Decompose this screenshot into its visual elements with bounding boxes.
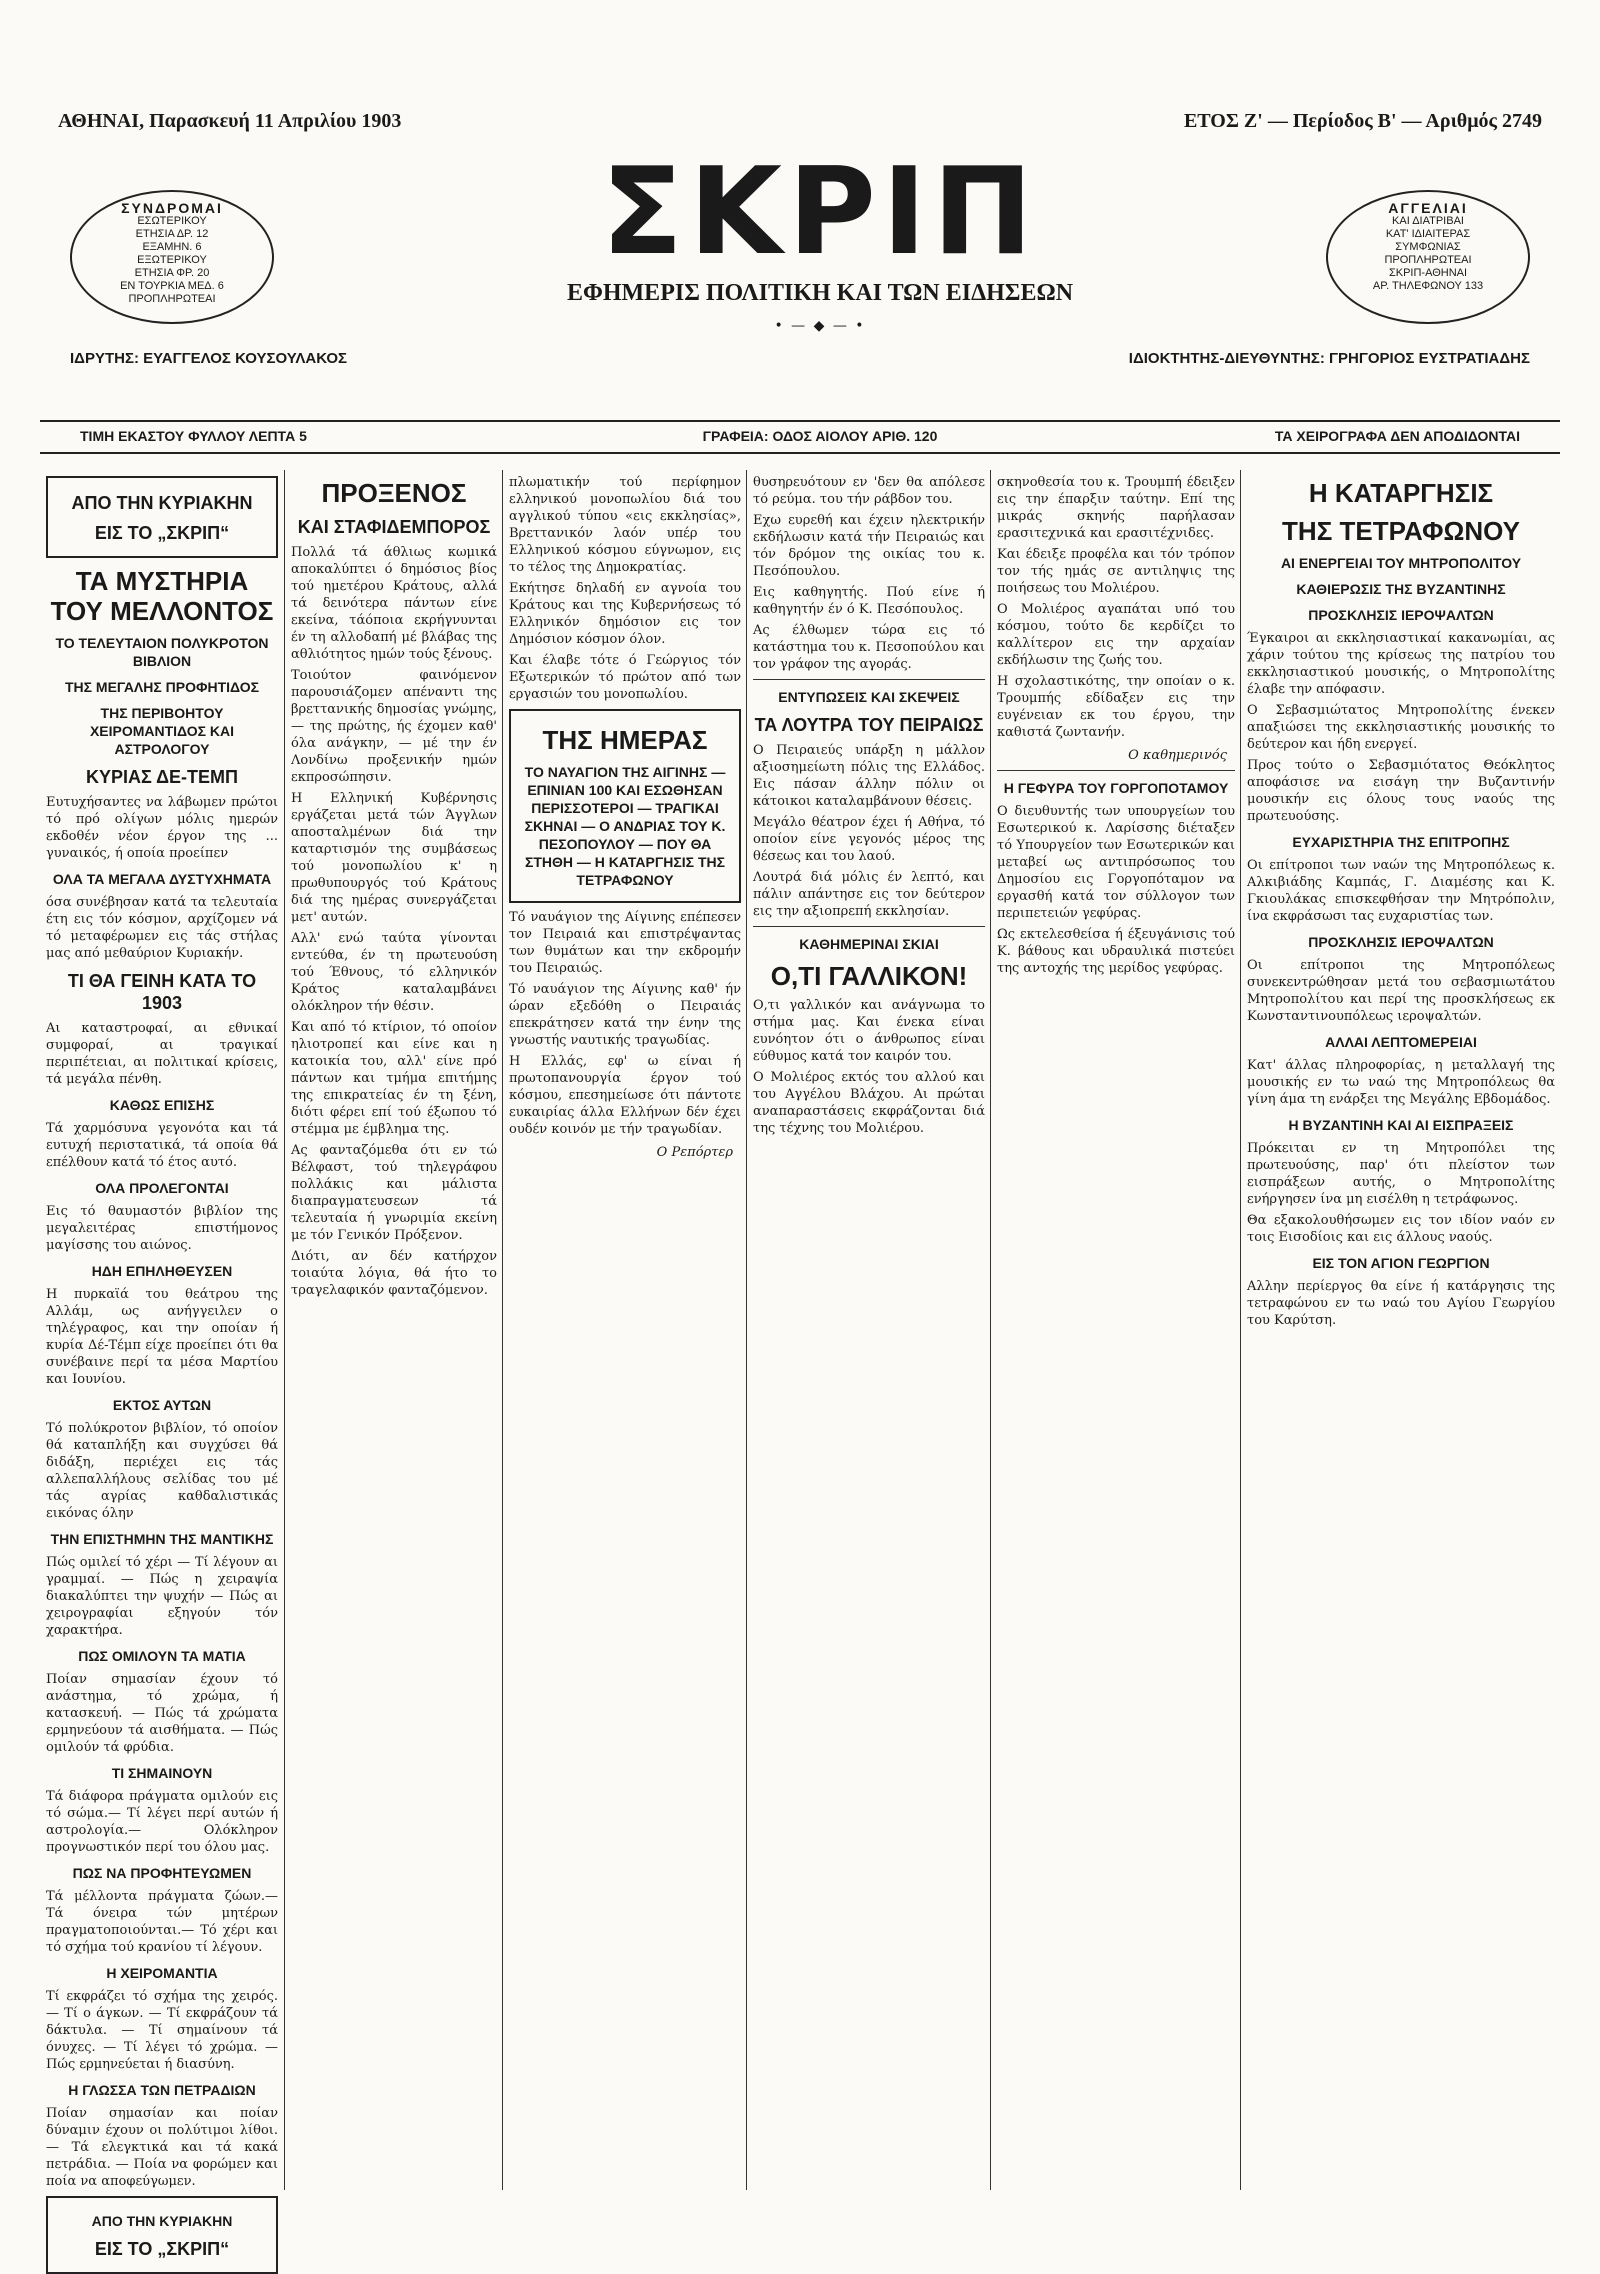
- subhead: ΗΔΗ ΕΠΗΛΗΘΕΥΣΕΝ: [91, 1263, 233, 1279]
- subhead: ΠΩΣ ΝΑ ΠΡΟΦΗΤΕΥΩΜΕΝ: [72, 1865, 252, 1881]
- column-3: [502, 470, 747, 2190]
- paragraph: Οι επίτροποι των ναών της Μητροπόλεως κ. Αλκιβιάδης Καμπάς, Γ. Διαμέσης και Κ. Γκιουλάκας επισκεφθήσαν την Μητρόπολιν, ίνα εκφράσωσι τας ευχαριστίας των.: [1247, 858, 1555, 924]
- section-head: ΚΑΘΗΜΕΡΙΝΑΙ ΣΚΙΑΙ: [799, 936, 939, 952]
- dateline: [58, 110, 1542, 138]
- headline: ΤΗΣ ΗΜΕΡΑΣ: [542, 725, 708, 755]
- subscription-line: ΕΤΗΣΙΑ ΔΡ. 12: [135, 228, 209, 240]
- subhead: ΤΟ ΝΑΥΑΓΙΟΝ ΤΗΣ ΑΙΓΙΝΗΣ — ΕΠΙΝΙΑΝ 100 ΚΑΙ ΕΣΩΘΗΣΑΝ ΠΕΡΙΣΣΟΤΕΡΟΙ — ΤΡΑΓΙΚΑΙ ΣΚΗΝΑΙ — Ο ΑΝΔΡΙΑΣ ΤΟΥ Κ. ΠΕΣΟΠΟΥΛΟΥ — ΠΟΥ ΘΑ ΣΤΗΘΗ — Η ΚΑΤΑΡΓΗΣΙΣ ΤΗΣ ΤΕΤΡΑΦΩΝΟΥ: [524, 764, 726, 888]
- ads-line: ΠΡΟΠΛΗΡΩΤΕΑΙ: [1384, 254, 1472, 266]
- column-1: [40, 470, 284, 2259]
- subhead: ΟΛΑ ΤΑ ΜΕΓΑΛΑ ΔΥΣΤΥΧΗΜΑΤΑ: [52, 871, 272, 887]
- newspaper-page: [40, 60, 1560, 2259]
- subhead: ΤΗΝ ΕΠΙΣΤΗΜΗΝ ΤΗΣ ΜΑΝΤΙΚΗΣ: [50, 1531, 274, 1547]
- paragraph: Οι επίτροποι της Μητροπόλεως συνεκεντρώθησαν μετά του σεβασμιωτάτου Μητροπολίτου και περί της προσκλήσεως εκ Κωνσταντινουπόλεως ιεροψαλτών.: [1247, 958, 1555, 1024]
- paragraph: Τά χαρμόσυνα γεγονότα και τά ευτυχή περιστατικά, τά οποία θά επέλθουν κατά τό έτος αυτό.: [46, 1121, 278, 1170]
- paragraph: Αλλ' ενώ ταύτα γίνονται εντεύθα, έν τη πρωτευούση τού Έθνους, τό ελληνικόν Κράτος καταλαμβάνει ολόκληρον τήν θέσιν.: [291, 931, 497, 1014]
- paragraph: Μεγάλο θέατρον έχει ή Αθήνα, τό οποίον είνε γεγονός μέρος της θέσεως και του λαού.: [753, 815, 985, 864]
- subhead: ΤΗΣ ΠΕΡΙΒΟΗΤΟΥ ΧΕΙΡΟΜΑΝΤΙΔΟΣ ΚΑΙ ΑΣΤΡΟΛΟΓΟΥ: [89, 705, 235, 757]
- subscription-line: ΕΞΑΜΗΝ. 6: [142, 241, 202, 253]
- column-2: [284, 470, 503, 2190]
- news-of-the-day-box: [509, 709, 741, 903]
- subhead: ΤΟ ΤΕΛΕΥΤΑΙΟΝ ΠΟΛΥΚΡΟΤΟΝ ΒΙΒΛΙΟΝ: [55, 635, 269, 669]
- paragraph: Τά διάφορα πράγματα ομιλούν εις τό σώμα.— Τί λέγει περί αυτών ή αστρολογία.— Ολόκληρον προγνωστικόν περί του όλου μας.: [46, 1789, 278, 1855]
- headline: Η ΚΑΤΑΡΓΗΣΙΣ: [1308, 478, 1494, 508]
- paragraph: Ποίαν σημασίαν έχουν τό ανάστημα, τό χρώμα, ή κατασκευή. — Πώς τά χρώματα ερμηνεύουν τά αισθήματα. — Πώς ομιλούν τά φρύδια.: [46, 1672, 278, 1755]
- paragraph: Και έλαβε τότε ό Γεώργιος τόν Εξωτερικών τό πρώτον από των εργασιών του μονοπωλίου.: [509, 653, 741, 702]
- paragraph: Ο Σεβασμιώτατος Μητροπολίτης ένεκεν απαξιώσει της εκκλησιαστικής μουσικής το δεύτερον και ήδη ενεργεί.: [1247, 703, 1555, 752]
- announcement-box-footer: [46, 2196, 278, 2274]
- ads-line: ΚΑΤ' ΙΔΙΑΙΤΕΡΑΣ: [1385, 228, 1471, 240]
- founder: ΙΔΡΥΤΗΣ: ΕΥΑΓΓΕΛΟΣ ΚΟΥΣΟΥΛΑΚΟΣ: [70, 350, 348, 367]
- subhead: ΤΗΣ ΜΕΓΑΛΗΣ ΠΡΟΦΗΤΙΔΟΣ: [64, 679, 260, 695]
- paragraph: Εις καθηγητής. Πού είνε ή καθηγητήν έν ό Κ. Πεσόπουλος.: [753, 585, 985, 617]
- subhead: ΠΩΣ ΟΜΙΛΟΥΝ ΤΑ ΜΑΤΙΑ: [78, 1648, 246, 1664]
- subhead: Η ΧΕΙΡΟΜΑΝΤΙΑ: [106, 1965, 218, 1981]
- paragraph: Εχω ευρεθή και έχειν ηλεκτρικήν εκδήλωσιν κατά τήν Πειραιώς και τόν δρόμον της οικίας του κ. Πεσόπουλου.: [753, 513, 985, 579]
- masthead: [40, 140, 1560, 380]
- paragraph: Κατ' άλλας πληροφορίας, η μεταλλαγή της μουσικής εν τω ναώ της Μητροπόλεως θα γίνη άμα τη ενάρξει της Μεγάλης Εβδομάδος.: [1247, 1058, 1555, 1107]
- subhead: Η ΒΥΖΑΝΤΙΝΗ ΚΑΙ ΑΙ ΕΙΣΠΡΑΞΕΙΣ: [1288, 1117, 1514, 1133]
- subhead: ΚΑΘΙΕΡΩΣΙΣ ΤΗΣ ΒΥΖΑΝΤΙΝΗΣ: [1296, 581, 1506, 597]
- paragraph: Η Ελλάς, εφ' ω είναι ή πρωτοπανουργία έργον τού κόσμου, επεσημείωσε ότι πάντοτε ευκαιρίας άλλα Ελλήνων δέν έχει ουδέν κοινόν με τήν τραγωδίαν.: [509, 1054, 741, 1137]
- headline: Ο,ΤΙ ΓΑΛΛΙΚΟΝ!: [770, 961, 968, 991]
- subhead: ΤΙ ΘΑ ΓΕΙΝΗ ΚΑΤΑ ΤΟ 1903: [67, 971, 257, 1013]
- subscription-line: ΕΝ ΤΟΥΡΚΙΑ ΜΕΔ. 6: [120, 280, 224, 292]
- info-bar: [40, 420, 1560, 454]
- subhead: ΑΙ ΕΝΕΡΓΕΙΑΙ ΤΟΥ ΜΗΤΡΟΠΟΛΙΤΟΥ: [1280, 555, 1522, 571]
- paragraph: Ο Μολιέρος εκτός του αλλού και του Αγγέλου Βλάχου. Αι πρώται αναπαραστάσεις εκφράζονται διά της τέχνης του Μολιέρου.: [753, 1070, 985, 1136]
- subhead: ΕΥΧΑΡΙΣΤΗΡΙΑ ΤΗΣ ΕΠΙΤΡΟΠΗΣ: [1292, 834, 1510, 850]
- dateline-right: ΕΤΟΣ Ζ' — Περίοδος Β' — Αριθμός 2749: [1183, 110, 1542, 132]
- ornament-divider: • — ◆ — •: [774, 318, 866, 334]
- paragraph: Εκήτησε δηλαδή εν αγνοία του Κράτους και της Κυβερνήσεως τό Ελληνικόν δημόσιον εις τον Δημόσιον κόσμον όλον.: [509, 581, 741, 647]
- paragraph: Πώς ομιλεί τό χέρι — Τί λέγουν αι γραμμαί. — Πώς η χειραψία διακαλύπτει την ψυχήν — Πώς αι χειρογραφίαι εξηγούν τόν χαρακτήρα.: [46, 1555, 278, 1638]
- paragraph: Έγκαιροι αι εκκλησιαστικαί κακανωμίαι, ας χάριν τούτου της κρίσεως της πατρίου του εκκλησιαστικού μουσικής, ο Μητροπολίτης έλαβε την απόφασιν.: [1247, 631, 1555, 697]
- ads-title: ΑΓΓΕΛΙΑΙ: [1388, 200, 1468, 216]
- ads-line: ΣΚΡΙΠ-ΑΘΗΝΑΙ: [1388, 267, 1468, 279]
- price: ΤΙΜΗ ΕΚΑΣΤΟΥ ΦΥΛΛΟΥ ΛΕΠΤΑ 5: [80, 428, 307, 444]
- paragraph: Τό ναυάγιον της Αίγινης καθ' ήν ώραν εξεδόθη ο Πειραιάς επεκράτησεν κατά την ένην της γνωστής ναυτικής τραγωδίας.: [509, 982, 741, 1048]
- subhead: ΚΑΘΩΣ ΕΠΙΣΗΣ: [109, 1097, 215, 1113]
- subscription-line: ΕΤΗΣΙΑ ΦΡ. 20: [134, 267, 210, 279]
- offices: ΓΡΑΦΕΙΑ: ΟΔΟΣ ΑΙΟΛΟΥ ΑΡΙΘ. 120: [702, 428, 938, 444]
- ads-box: [1326, 190, 1530, 324]
- subhead: ΕΙΣ ΤΟΝ ΑΓΙΟΝ ΓΕΩΡΓΙΟΝ: [1312, 1255, 1490, 1271]
- signoff: Ο καθημερινός: [1128, 748, 1227, 763]
- paragraph: Ευτυχήσαντες να λάβωμεν πρώτοι τό πρό ολίγων μόλις ημερών εκδοθέν νέον έργον της ... γυναικός, ή οποία προείπεν: [46, 795, 278, 861]
- paragraph: Πολλά τά άθλιως κωμικά αποκαλύπτει ό δημόσιος βίος τού ημετέρου Κράτους, αλλά τά δεινότερα πάντων είνε εκείνα, τάόποια εκρήγνυνται έν τη αλλοδαπή μέ βλάβας της αθλιότητος ημών τούς ξένους.: [291, 545, 497, 662]
- headline: ΤΗΣ ΤΕΤΡΑΦΩΝΟΥ: [1282, 516, 1520, 546]
- newspaper-subtitle: ΕΦΗΜΕΡΙΣ ΠΟΛΙΤΙΚΗ ΚΑΙ ΤΩΝ ΕΙΔΗΣΕΩΝ: [566, 280, 1074, 306]
- paragraph: σκηνοθεσία του κ. Τρουμπή έδειξεν εις την έπαρξιν ταύτην. Επί της μικράς σκηνής παρήλασαν ερασιτεχνικά και ερασιτέχνιδες.: [997, 475, 1235, 541]
- manuscripts-notice: ΤΑ ΧΕΙΡΟΓΡΑΦΑ ΔΕΝ ΑΠΟΔΙΔΟΝΤΑΙ: [1274, 428, 1520, 444]
- subscription-line: ΕΣΩΤΕΡΙΚΟΥ: [137, 215, 207, 227]
- paragraph: Και έδειξε προφέλα και τόν τρόπον τον τής ημάς σε αντιληψις της ποιήσεως του Μολιέρου.: [997, 547, 1235, 596]
- publisher: ΙΔΙΟΚΤΗΤΗΣ-ΔΙΕΥΘΥΝΤΗΣ: ΓΡΗΓΟΡΙΟΣ ΕΥΣΤΡΑΤΙΑΔΗΣ: [1128, 350, 1530, 367]
- ads-line: ΑΡ. ΤΗΛΕΦΩΝΟΥ 133: [1372, 280, 1484, 292]
- into-skrip: ΕΙΣ ΤΟ „ΣΚΡΙΠ“: [94, 2239, 230, 2259]
- paragraph: Εις τό θαυμαστόν βιβλίον της μεγαλειτέρας επιστήμονος μαγίσσης του αιώνος.: [46, 1204, 278, 1253]
- dateline-left: ΑΘΗΝΑΙ, Παρασκευή 11 Απριλίου 1903: [58, 110, 402, 132]
- paragraph: Διότι, αν δέν κατήρχον τοιαύτα λόγια, θά ήτο το τραγελαφικόν φανταζόμενον.: [291, 1249, 497, 1298]
- paragraph: θυσηρευότουν εν 'δεν θα απόλεσε τό ρεύμα. του τήν ράβδον του.: [753, 475, 985, 507]
- paragraph: πλωματικήν τού περίφημον ελληνικού μονοπωλίου διά του αγγλικού τύπου «εις εκκλησίας», Βρεττανικόν λαόν υπέρ του Ελληνικού κόσμου εύγνωμον, εις το τέλος της Δημοκρατίας.: [509, 475, 741, 575]
- paragraph: Ως εκτελεσθείσα ή έξευγάνισις τού Κ. βάθους και υδραυλικά πιστεύει της αντοχής της μερίδος γεφύρας.: [997, 927, 1235, 976]
- paragraph: Ο διευθυντής των υπουργείων του Εσωτερικού κ. Λαρίσσης διέταξεν τό Υπουργείον των Εσωτερικών και μεταβεί ως αντιπρόσωπος του Δημοσίου εις Γοργοπόταμον να εργασθή κατά τον σύλλογον των περιπετειών γεφύρας.: [997, 804, 1235, 921]
- paragraph: Λουτρά διά μόλις έν λεπτό, και πάλιν απάντησε εις τον δεύτερον εις την αξιοπρεπή εκκλησίαν.: [753, 870, 985, 919]
- into-skrip: ΕΙΣ ΤΟ „ΣΚΡΙΠ“: [94, 523, 230, 543]
- paragraph: Τό πολύκροτον βιβλίον, τό οποίον θά καταπλήξη και συγχύσει θά διδάξη, περιέχει εις τάς αλλεπαλλήλους σελίδας του μέ τάς αγρίας καθδαλιστικάς εικόνας όλην: [46, 1421, 278, 1521]
- paragraph: όσα συνέβησαν κατά τα τελευταία έτη εις τόν κόσμον, αρχίζομεν νά τό μεταφέρωμεν εις τάς στήλας μας από μεθαύριον Κυριακήν.: [46, 895, 278, 961]
- signoff: Ο Ρεπόρτερ: [656, 1145, 733, 1160]
- section-head: ΕΝΤΥΠΩΣΕΙΣ ΚΑΙ ΣΚΕΨΕΙΣ: [778, 689, 960, 705]
- divider: [997, 770, 1235, 771]
- kicker: ΑΠΟ ΤΗΝ ΚΥΡΙΑΚΗΝ: [71, 493, 253, 513]
- paragraph: Ας έλθωμεν τώρα εις τό κατάστημα του κ. Πεσοπούλου και τον γράφον της αγοράς.: [753, 623, 985, 672]
- paragraph: Τό ναυάγιον της Αίγινης επέπεσεν τον Πειραιά και επιστρέψαντας των θυμάτων και την εκδρομήν του Πειραιώς.: [509, 910, 741, 976]
- paragraph: Αι καταστροφαί, αι εθνικαί συμφοραί, αι τραγικαί περιπέτειαι, αι πολιτικαί κρίσεις, τά μεγάλα πένθη.: [46, 1021, 278, 1087]
- paragraph: Τί εκφράζει τό σχήμα της χειρός. — Τί ο άγκων. — Τί εκφράζουν τά δάκτυλα. — Τί σημαίνουν τά όνυχες. — Τί λέγει τό χρώμα. — Πώς ερμηνεύεται ή διασύνη.: [46, 1989, 278, 2072]
- subhead: ΠΡΟΣΚΛΗΣΙΣ ΙΕΡΟΨΑΛΤΩΝ: [1308, 934, 1494, 950]
- divider: [753, 679, 985, 680]
- divider: [753, 926, 985, 927]
- paragraph: Η σχολαστικότης, την οποίαν ο κ. Τρουμπής εδίδαξεν εις την ευγένειαν εκ του έργου, την καθιστά ζωντανήν.: [997, 674, 1235, 740]
- paragraph: Ποίαν σημασίαν και ποίαν δύναμιν έχουν οι πολύτιμοι λίθοι. — Τά ελεγκτικά και τά κακά πετράδια. — Ποία να φορώμεν και ποία να αποφεύγωμεν.: [46, 2106, 278, 2189]
- paragraph: Τοιούτον φαινόμενον παρουσιάζομεν απέναντι της βρεττανικής δημοσίας γνώμης, — της πρώτης, ής έχομεν καθ' όλα ανάγκην, — μέ την έν Λονδίνω προξενικήν ημών εκπροσώπησιν.: [291, 668, 497, 785]
- subhead: ΚΥΡΙΑΣ ΔΕ-ΤΕΜΠ: [85, 767, 239, 787]
- subscription-title: ΣΥΝΔΡΟΜΑΙ: [121, 200, 223, 216]
- ads-line: ΣΥΜΦΩΝΙΑΣ: [1395, 241, 1461, 253]
- headline: Η ΓΕΦΥΡΑ ΤΟΥ ΓΟΡΓΟΠΟΤΑΜΟΥ: [1003, 780, 1229, 796]
- announcement-box: [46, 476, 278, 558]
- paragraph: Τά μέλλοντα πράγματα ζώων.— Τά όνειρα τών μητέρων πραγματοποιούνται.— Τό χέρι και τό σχήμα τού κρανίου τί λέγουν.: [46, 1889, 278, 1955]
- paragraph: Ο Μολιέρος αγαπάται υπό του κόσμου, τούτο δε κερδίζει το καλλίτερον εις την αρχαίαν εκδήλωσιν της ζωής του.: [997, 602, 1235, 668]
- paragraph: Ο Πειραιεύς υπάρξη η μάλλον αξιοσημείωτη πόλις της Ελλάδος. Εις πάσαν άλλην πόλιν οι κάτοικοι καταλαμβάνουν θέσεις.: [753, 743, 985, 809]
- subhead: ΟΛΑ ΠΡΟΛΕΓΟΝΤΑΙ: [95, 1180, 229, 1196]
- paragraph: Προς τούτο ο Σεβασμιότατος Θεόκλητος αποφάσισε να εισάγη την Βυζαντινήν μουσικήν εις όλους τους ναούς της πρωτευούσης.: [1247, 758, 1555, 824]
- headline: ΤΑ ΛΟΥΤΡΑ ΤΟΥ ΠΕΙΡΑΙΩΣ: [754, 715, 984, 735]
- kicker: ΑΠΟ ΤΗΝ ΚΥΡΙΑΚΗΝ: [91, 2213, 233, 2229]
- subscription-box: [70, 190, 274, 324]
- paragraph: Η Ελληνική Κυβέρνησις εργάζεται μετά τών Άγγλων αποσταλμένων διά την καταρτισμόν της συμβάσεως τού μονοπωλίου κ' η πρωθυπουργός τού Κράτους διά της ημέρας συνεργάζεται μετ' αυτών.: [291, 791, 497, 925]
- subhead: ΚΑΙ ΣΤΑΦΙΔΕΜΠΟΡΟΣ: [297, 517, 491, 537]
- paragraph: Ο,τι γαλλικόν και ανάγνωμα το στήμα μας. Και ένεκα είναι ευνόητον ότι ο άνθρωπος είναι εύθυμος κατά τον καιρόν του.: [753, 998, 985, 1064]
- subhead: ΕΚΤΟΣ ΑΥΤΩΝ: [112, 1397, 212, 1413]
- paragraph: Αλλην περίεργος θα είνε ή κατάργησις της τετραφώνου εν τω ναώ του Αγίου Γεωργίου του Καρύτση.: [1247, 1279, 1555, 1328]
- column-4: [746, 470, 991, 2190]
- subhead: ΠΡΟΣΚΛΗΣΙΣ ΙΕΡΟΨΑΛΤΩΝ: [1308, 607, 1494, 623]
- subscription-line: ΠΡΟΠΛΗΡΩΤΕΑΙ: [128, 293, 216, 305]
- subhead: ΤΙ ΣΗΜΑΙΝΟΥΝ: [111, 1765, 213, 1781]
- paragraph: Πρόκειται εν τη Μητροπόλει της πρωτευούσης, παρ' ότι πλείστον των εισπράξεων αυτής, ο Μητροπολίτης ενήργησεν ίνα μη εισέλθη η τετράφωνος.: [1247, 1141, 1555, 1207]
- column-6: [1240, 470, 1561, 2190]
- column-5: [990, 470, 1241, 2190]
- paragraph: Και από τό κτίριον, τό οποίον ηλιοτροπεί και είνε και η κατοικία του, αλλ' είνε πρό πάντων και τμήμα επιτήμης της επικρατείας έν τη ξένη, διότι φέρει επί τού έξωπου τό στέμμα με έμβλημα της.: [291, 1020, 497, 1137]
- paragraph: Η πυρκαϊά του θεάτρου της Αλλάμ, ως ανήγγειλεν ο τηλέγραφος, και την οποίαν ή κυρία Δέ-Τέμπ είχε προείπει ότι θα συνέβαινε περί τα μέσα Μαρτίου και Ιουνίου.: [46, 1287, 278, 1387]
- headline: ΤΑ ΜΥΣΤΗΡΙΑ ΤΟΥ ΜΕΛΛΟΝΤΟΣ: [50, 566, 274, 626]
- paragraph: Ας φανταζόμεθα ότι εν τώ Βέλφαστ, τού τηλεγράφου πολλάκις και μάλιστα διαπραγματευσεων τά τελευταία ή γνωριμία εκείνη με τόν Γενικόν Πρόξενον.: [291, 1143, 497, 1243]
- headline: ΠΡΟΞΕΝΟΣ: [321, 478, 467, 508]
- paragraph: Θα εξακολουθήσωμεν εις τον ιδίον ναόν εν τοις Εισοδίοις και εις άλλους ναούς.: [1247, 1213, 1555, 1245]
- subhead: ΑΛΛΑΙ ΛΕΠΤΟΜΕΡΕΙΑΙ: [1325, 1034, 1477, 1050]
- columns: [40, 470, 1560, 2259]
- ads-line: ΚΑΙ ΔΙΑΤΡΙΒΑΙ: [1392, 215, 1464, 227]
- newspaper-title: ΣΚΡΙΠ: [601, 143, 1039, 282]
- subscription-line: ΕΞΩΤΕΡΙΚΟΥ: [137, 254, 207, 266]
- subhead: Η ΓΛΩΣΣΑ ΤΩΝ ΠΕΤΡΑΔΙΩΝ: [68, 2082, 256, 2098]
